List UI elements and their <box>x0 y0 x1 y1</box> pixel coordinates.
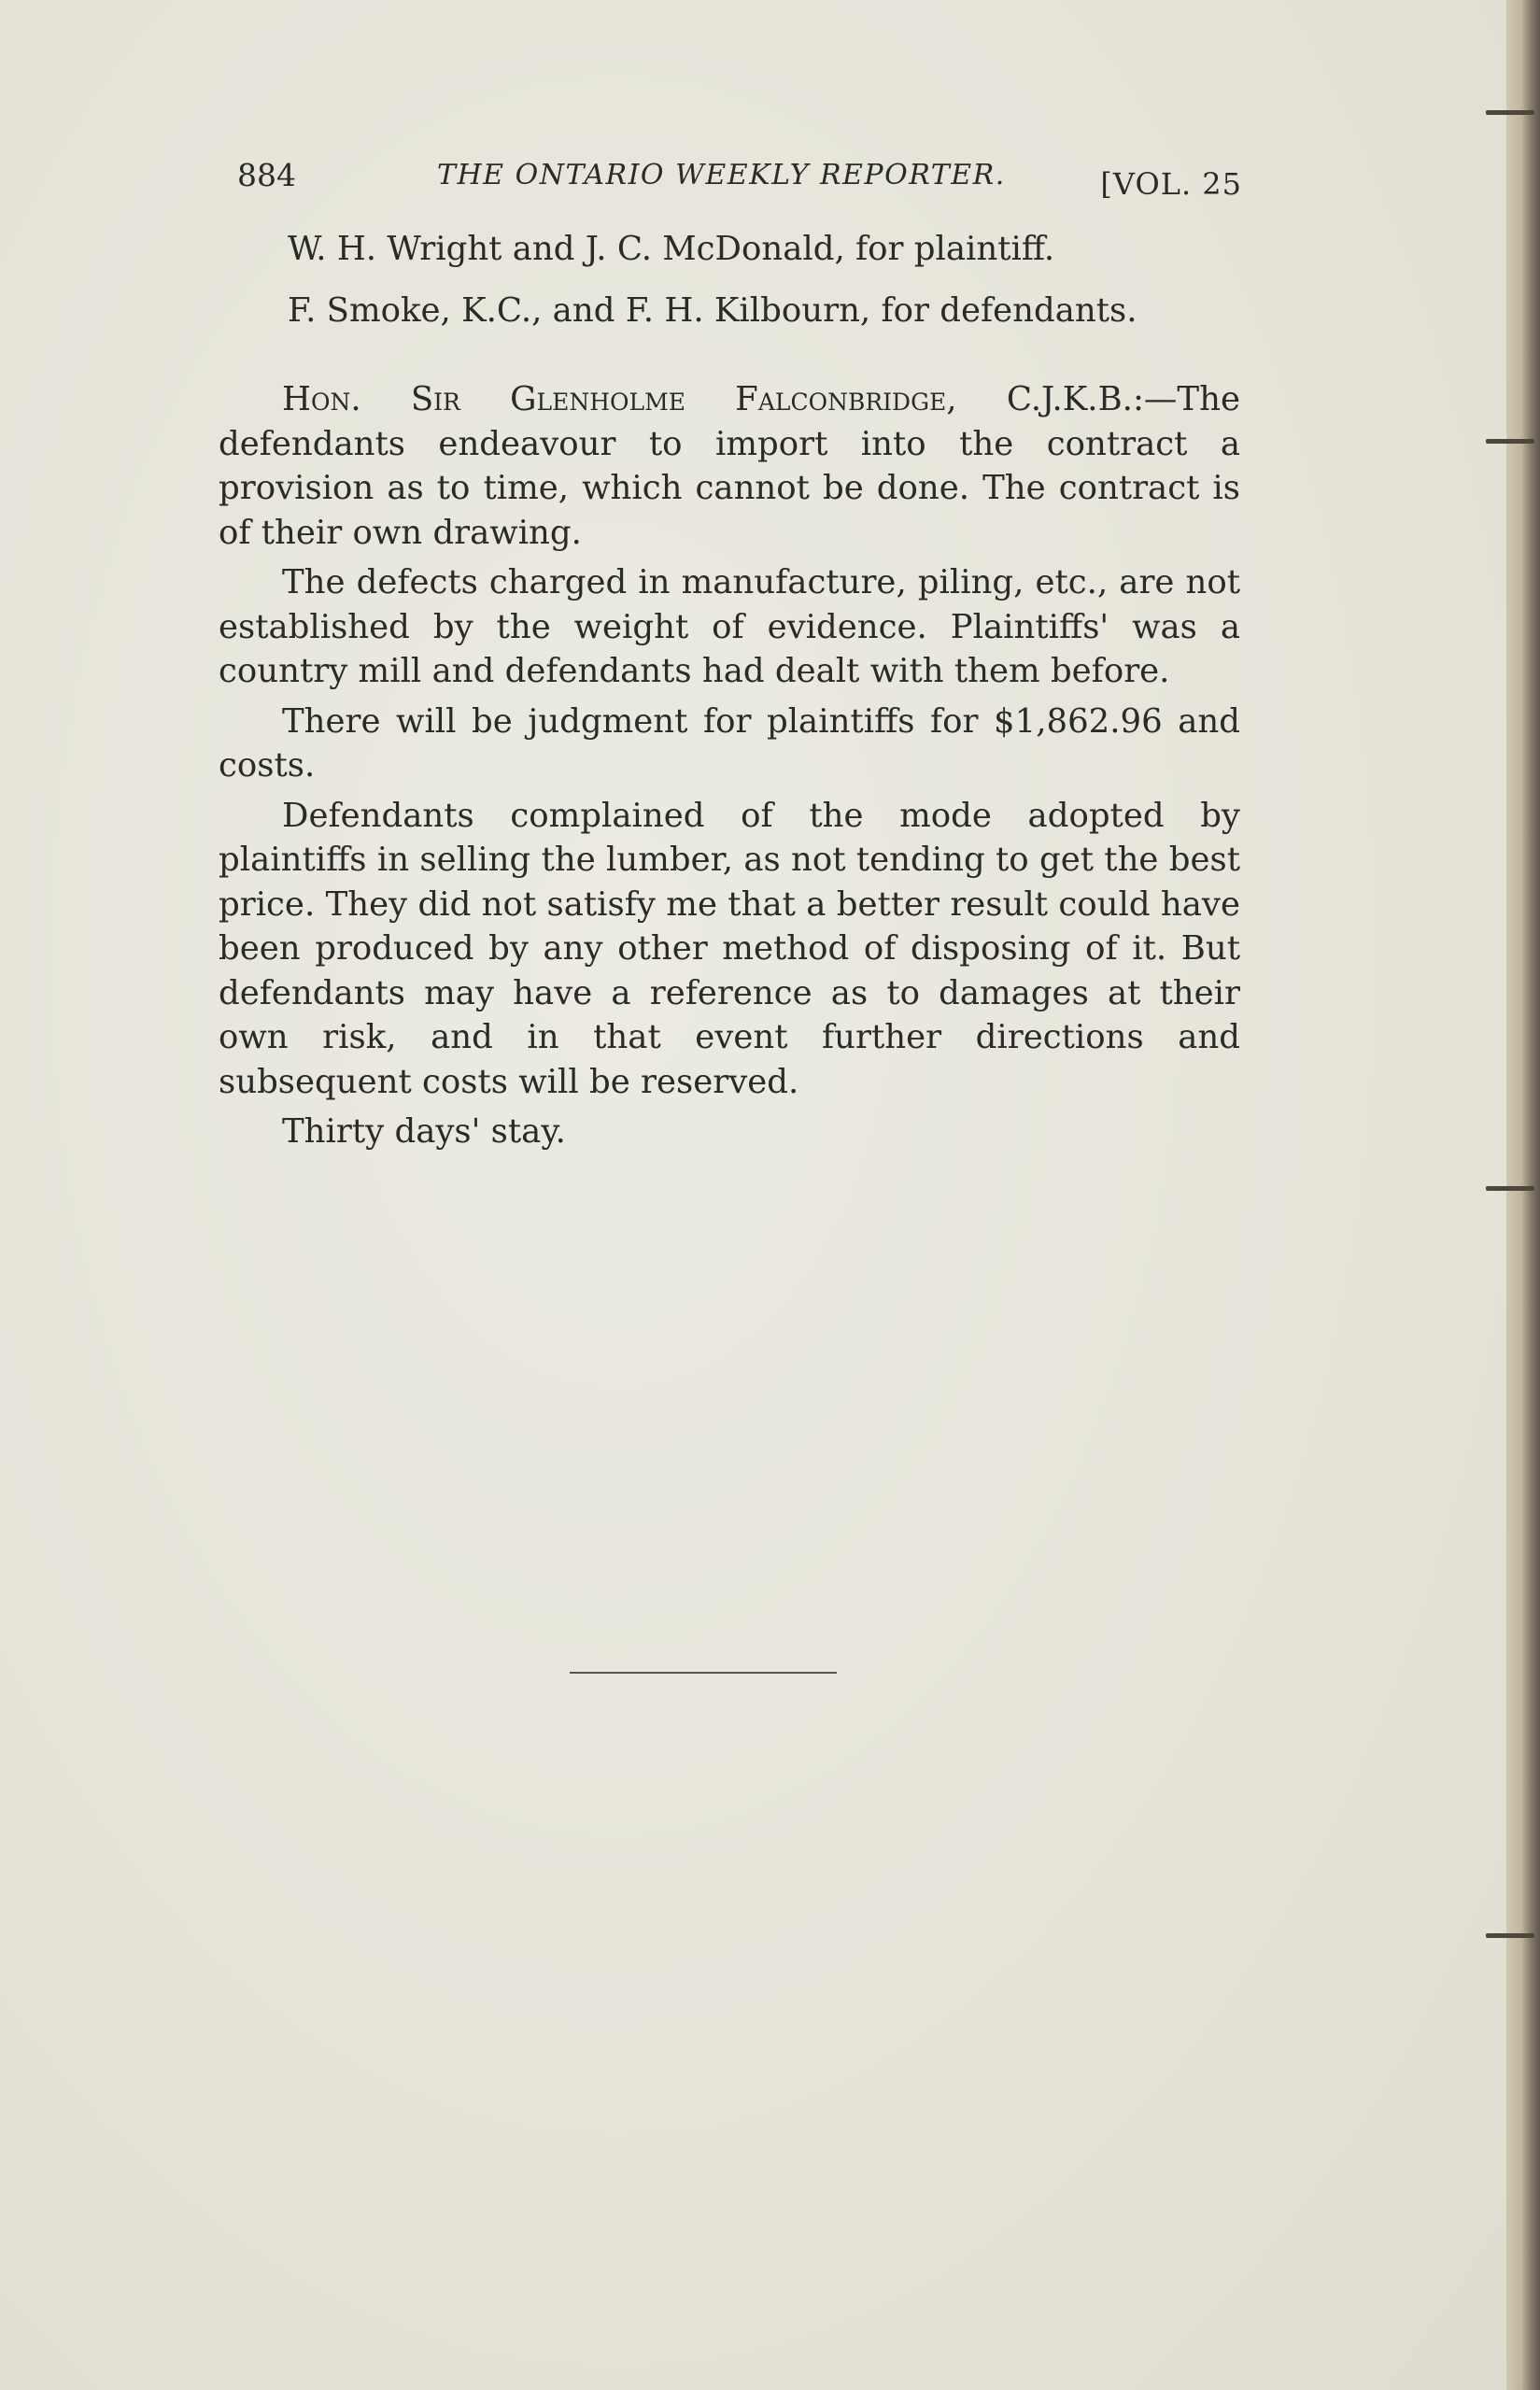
binding-stitch <box>1486 439 1534 444</box>
running-header <box>237 157 1242 204</box>
counsel-plaintiff: W. H. Wright and J. C. McDonald, for plaintiff. <box>288 230 1055 268</box>
running-title: THE ONTARIO WEEKLY REPORTER. <box>437 159 1006 191</box>
binding-edge <box>1506 0 1540 2390</box>
page-body <box>219 220 1240 1160</box>
binding-stitch <box>1486 1186 1534 1191</box>
binding-stitch <box>1486 1933 1534 1938</box>
judge-name: Hon. Sir Glenholme Falconbridge, <box>282 380 957 418</box>
judge-title: C.J.K.B.:— <box>956 380 1178 418</box>
paragraph-defects: The defects charged in manufacture, piling, etc., are not established by the weight of evidence. Plaintiffs' was a country mill and defendants had dealt with them before. <box>219 563 1240 690</box>
counsel-defendants: F. Smoke, K.C., and F. H. Kilbourn, for defendants. <box>288 291 1137 330</box>
paragraph-stay: Thirty days' stay. <box>282 1112 566 1151</box>
paragraph-judgment-amount: There will be judgment for plaintiffs for $1,862.96 and costs. <box>219 701 1240 785</box>
binding-stitch <box>1486 110 1534 115</box>
closing-rule <box>570 1672 837 1674</box>
judgment-opening-text: The defendants endeavour to import into the contract a provision as to time, which cannot be done. The contract is of their own drawing. <box>219 380 1240 552</box>
volume-label: [VOL. 25 <box>1100 166 1242 202</box>
paragraph-sale-method: Defendants complained of the mode adopted by plaintiffs in selling the lumber, as not tending to get the best price. They did not satisfy me that a better result could have been produced by any other method of disposing of it. But defendants may have a reference as to damages at their own risk, and in that event further directions and subsequent costs will be reserved. <box>219 796 1240 1101</box>
judgment-opening <box>219 377 1240 555</box>
page-number: 884 <box>237 157 296 193</box>
